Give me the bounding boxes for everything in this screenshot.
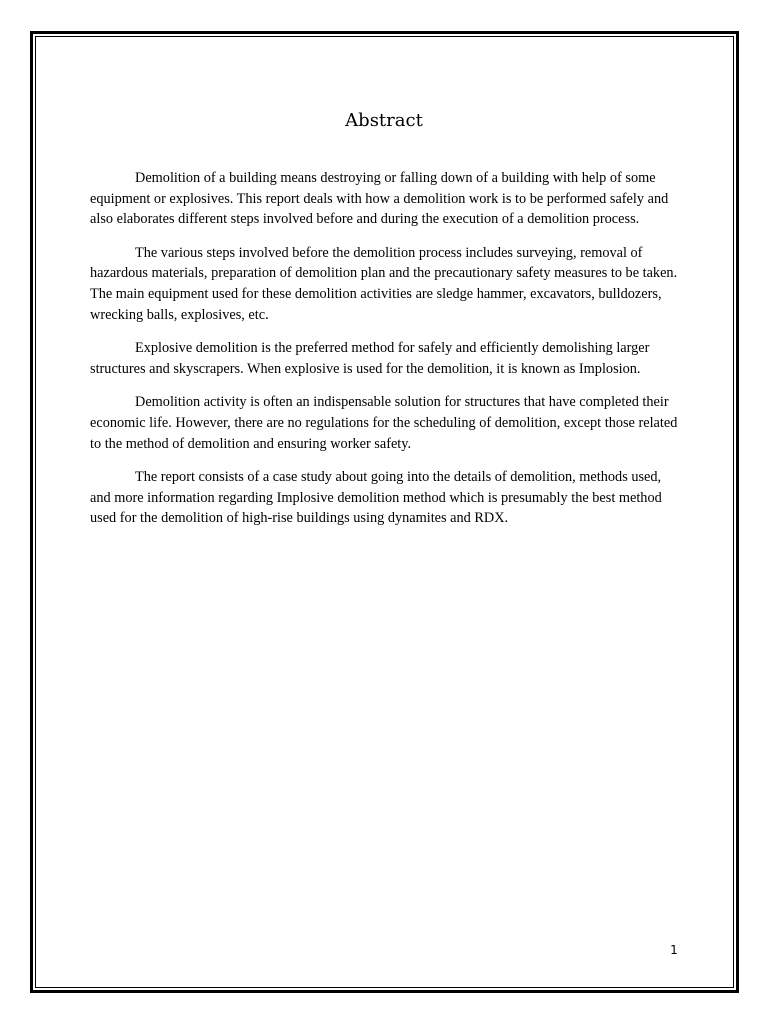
page-number: 1 <box>670 943 678 957</box>
paragraph: The report consists of a case study about going into the details of demolition, methods used, and more information regarding Implosive demolition method which is presumably the best method used for the demolition of high-rise buildings using dynamites and RDX. <box>90 469 662 527</box>
paragraph: Demolition activity is often an indispensable solution for structures that have completed their economic life. However, there are no regulations for the scheduling of demolition, except those related to the method of demolition and ensuring worker safety. <box>90 394 678 452</box>
paragraph: Explosive demolition is the preferred method for safely and efficiently demolishing larger structures and skyscrapers. When explosive is used for the demolition, it is known as Implosion. <box>90 340 650 377</box>
abstract-body <box>90 168 678 542</box>
page-title: Abstract <box>345 110 423 131</box>
paragraph: Demolition of a building means destroying or falling down of a building with help of some equipment or explosives. This report deals with how a demolition work is to be performed safely and also elaborates different steps involved before and during the execution of a demolition process. <box>90 170 669 228</box>
paragraph: The various steps involved before the demolition process includes surveying, removal of hazardous materials, preparation of demolition plan and the precautionary safety measures to be taken. The main equipment used for these demolition activities are sledge hammer, excavators, bulldozers, wrecking balls, explosives, etc. <box>90 244 678 323</box>
